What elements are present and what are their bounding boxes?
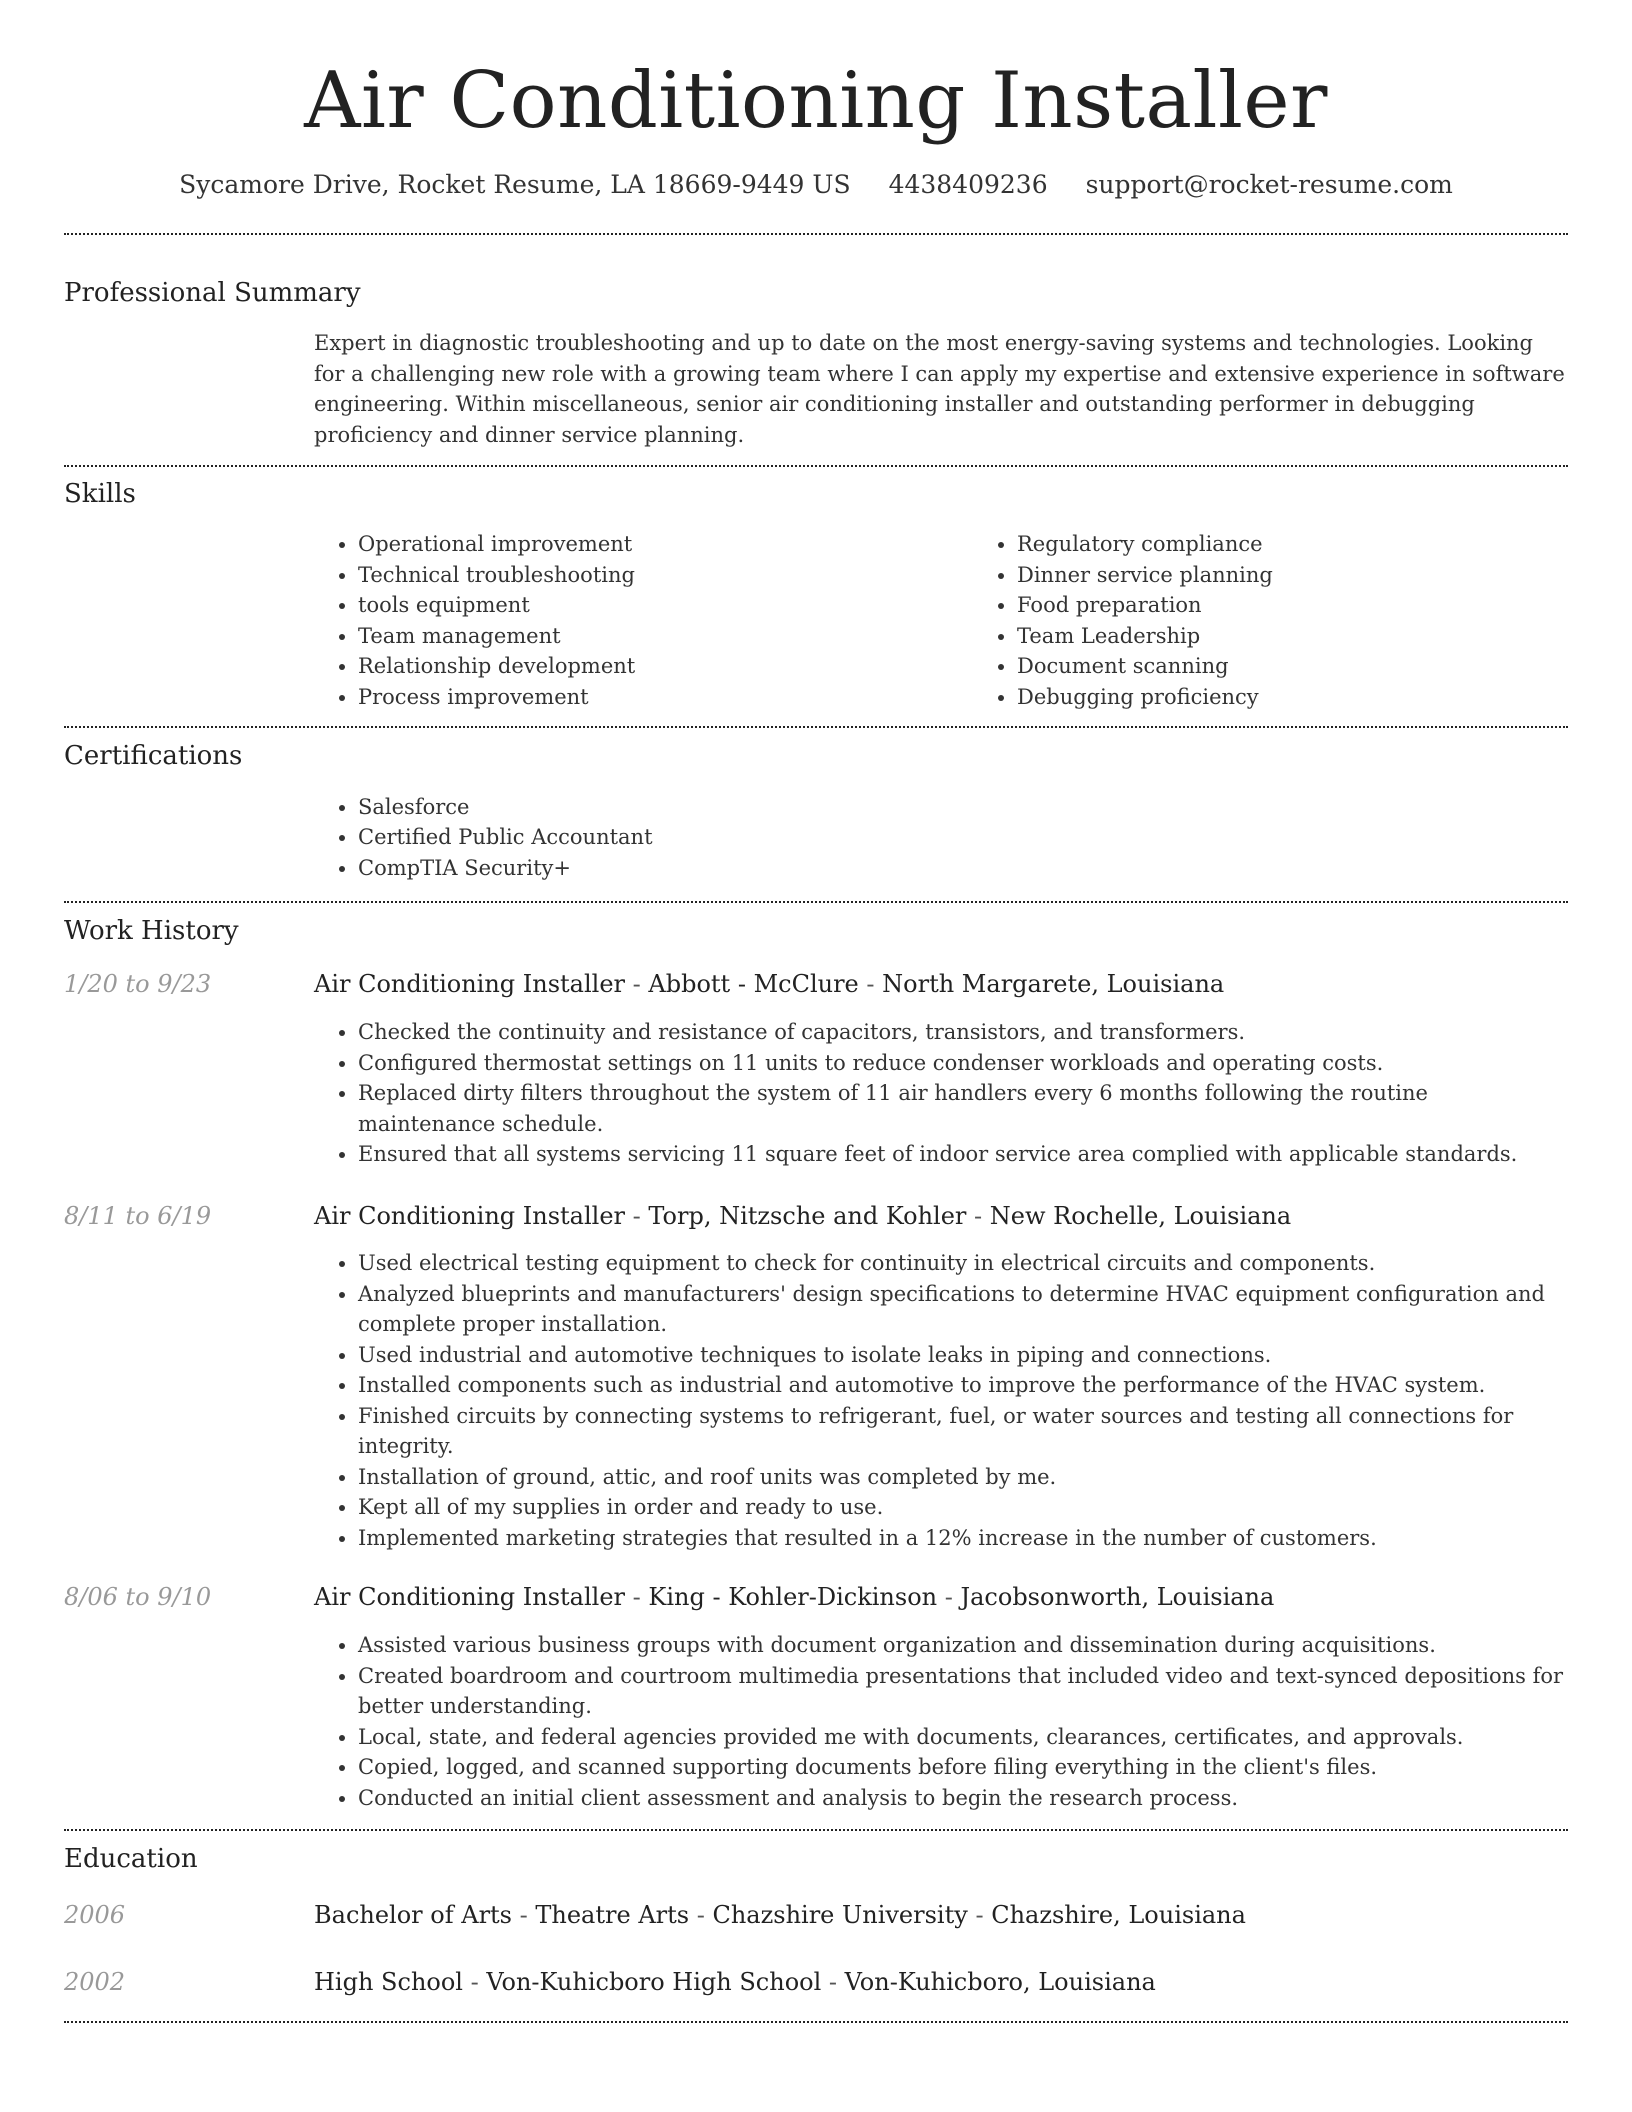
education-location: Von-Kuhicboro, Louisiana (844, 1968, 1156, 1997)
job-location: Jacobsonworth, Louisiana (960, 1583, 1275, 1612)
education-degree: Bachelor of Arts (314, 1901, 512, 1930)
job-bullets (314, 1017, 1568, 1170)
job-bullet: • Used industrial and automotive techniques to isolate leaks in piping and connections. (358, 1340, 1568, 1371)
section-divider (64, 2021, 1568, 2023)
job-bullet: • Kept all of my supplies in order and ready to use. (358, 1492, 1568, 1523)
job-title (314, 1583, 1568, 1612)
education-section (64, 1844, 1568, 1997)
job-separator: - (866, 970, 875, 999)
skill-item: • Document scanning (1017, 651, 1632, 682)
education-separator: - (696, 1901, 705, 1930)
skill-item: • Process improvement (358, 682, 973, 713)
job-dates: 8/11 to 6/19 (64, 1201, 212, 1230)
skill-item: • Technical troubleshooting (358, 560, 973, 591)
job-bullet: • Analyzed blueprints and manufacturers' design specifications to determine HVAC equipment configuration and complete proper installation. (358, 1279, 1568, 1340)
skill-item: • tools equipment (358, 590, 973, 621)
job-dates: 1/20 to 9/23 (64, 970, 212, 999)
job-location: New Rochelle, Louisiana (989, 1201, 1292, 1230)
certification-item: • Salesforce (358, 792, 1568, 823)
job-entry (64, 1202, 1568, 1554)
section-divider (64, 1829, 1568, 1831)
education-field: Theatre Arts (535, 1901, 690, 1930)
education-degree: High School (314, 1968, 463, 1997)
education-entry (64, 1968, 1568, 1997)
certifications-list (314, 792, 1568, 884)
education-separator: - (519, 1901, 528, 1930)
job-role: Air Conditioning Installer (314, 1201, 626, 1230)
education-school: Chazshire University (712, 1901, 968, 1930)
education-title (314, 1901, 1568, 1930)
job-separator: - (632, 1583, 641, 1612)
section-divider (64, 901, 1568, 903)
skills-heading: Skills (64, 479, 136, 510)
skills-list-right (973, 529, 1632, 712)
skill-item: • Operational improvement (358, 529, 973, 560)
job-company: Torp, Nitzsche and Kohler (648, 1201, 967, 1230)
job-bullet: • Checked the continuity and resistance of capacitors, transistors, and transformers. (358, 1017, 1568, 1048)
job-title (314, 970, 1568, 999)
education-heading: Education (64, 1844, 198, 1875)
job-bullet: • Used electrical testing equipment to check for continuity in electrical circuits and components. (358, 1248, 1568, 1279)
job-role: Air Conditioning Installer (314, 970, 626, 999)
contact-email: support@rocket-resume.com (1085, 170, 1453, 199)
job-bullets (314, 1248, 1568, 1553)
job-company: Abbott - McClure (648, 970, 859, 999)
contact-line (64, 170, 1568, 200)
job-entry (64, 1583, 1568, 1813)
job-dates: 8/06 to 9/10 (64, 1583, 212, 1612)
resume-page (64, 0, 1568, 2023)
certifications-section (64, 741, 1568, 883)
job-bullet: • Installation of ground, attic, and roof units was completed by me. (358, 1462, 1568, 1493)
skill-item: • Relationship development (358, 651, 973, 682)
skill-item: • Debugging proficiency (1017, 682, 1632, 713)
education-title (314, 1968, 1568, 1997)
job-bullet: • Finished circuits by connecting systems to refrigerant, fuel, or water sources and testing all connections for integrity. (358, 1401, 1568, 1462)
skill-item: • Team Leadership (1017, 621, 1632, 652)
job-bullet: • Local, state, and federal agencies provided me with documents, clearances, certificates, and approvals. (358, 1722, 1568, 1753)
summary-section (64, 278, 1568, 450)
education-separator: - (828, 1968, 838, 1997)
job-bullet: • Installed components such as industrial and automotive to improve the performance of the HVAC system. (358, 1370, 1568, 1401)
job-bullet: • Replaced dirty filters throughout the system of 11 air handlers every 6 months following the routine maintenance schedule. (358, 1078, 1568, 1139)
education-year: 2006 (64, 1901, 126, 1930)
summary-text: Expert in diagnostic troubleshooting and up to date on the most energy-saving systems and technologies. Looking for a challenging new role with a growing team where I can apply my expertise and extensive experience in software engineering. Within miscellaneous, senior air conditioning installer and outstanding performer in debugging proficiency and dinner service planning. (314, 331, 1565, 447)
job-title (314, 1202, 1568, 1231)
section-divider (64, 726, 1568, 728)
education-year: 2002 (64, 1968, 126, 1997)
job-company: King - Kohler-Dickinson (648, 1583, 938, 1612)
job-bullet: • Configured thermostat settings on 11 units to reduce condenser workloads and operating costs. (358, 1048, 1568, 1079)
summary-heading: Professional Summary (64, 278, 361, 308)
section-divider (64, 233, 1568, 235)
job-bullet: • Conducted an initial client assessment and analysis to begin the research process. (358, 1783, 1568, 1814)
contact-phone: 4438409236 (888, 170, 1048, 199)
job-separator: - (944, 1583, 953, 1612)
job-bullets (314, 1630, 1568, 1813)
work-history-section (64, 916, 1568, 1813)
certification-item: • Certified Public Accountant (358, 822, 1568, 853)
job-bullet: • Implemented marketing strategies that resulted in a 12% increase in the number of customers. (358, 1523, 1568, 1554)
education-school: Von-Kuhicboro High School (486, 1968, 822, 1997)
resume-name: Air Conditioning Installer (304, 56, 1328, 146)
section-divider (64, 465, 1568, 467)
education-separator: - (470, 1968, 479, 1997)
job-separator: - (632, 970, 641, 999)
job-bullet: • Assisted various business groups with document organization and dissemination during acquisitions. (358, 1630, 1568, 1661)
job-bullet: • Copied, logged, and scanned supporting documents before filing everything in the client's files. (358, 1752, 1568, 1783)
skills-section (64, 479, 1568, 712)
job-role: Air Conditioning Installer (314, 1583, 626, 1612)
job-location: North Margarete, Louisiana (882, 970, 1225, 999)
skill-item: • Regulatory compliance (1017, 529, 1632, 560)
education-entry (64, 1901, 1568, 1930)
job-separator: - (632, 1201, 641, 1230)
skill-item: • Team management (358, 621, 973, 652)
work-history-heading: Work History (64, 916, 239, 947)
skills-list-left (314, 529, 973, 712)
job-separator: - (974, 1201, 983, 1230)
education-separator: - (975, 1901, 984, 1930)
skill-item: • Dinner service planning (1017, 560, 1632, 591)
education-location: Chazshire, Louisiana (991, 1901, 1246, 1930)
certification-item: • CompTIA Security+ (358, 853, 1568, 884)
certifications-heading: Certifications (64, 741, 243, 772)
job-bullet: • Created boardroom and courtroom multimedia presentations that included video and text-synced depositions for better understanding. (358, 1661, 1568, 1722)
contact-address: Sycamore Drive, Rocket Resume, LA 18669-9449 US (179, 170, 851, 199)
skill-item: • Food preparation (1017, 590, 1632, 621)
job-entry (64, 970, 1568, 1169)
job-bullet: • Ensured that all systems servicing 11 square feet of indoor service area complied with applicable standards. (358, 1139, 1568, 1170)
